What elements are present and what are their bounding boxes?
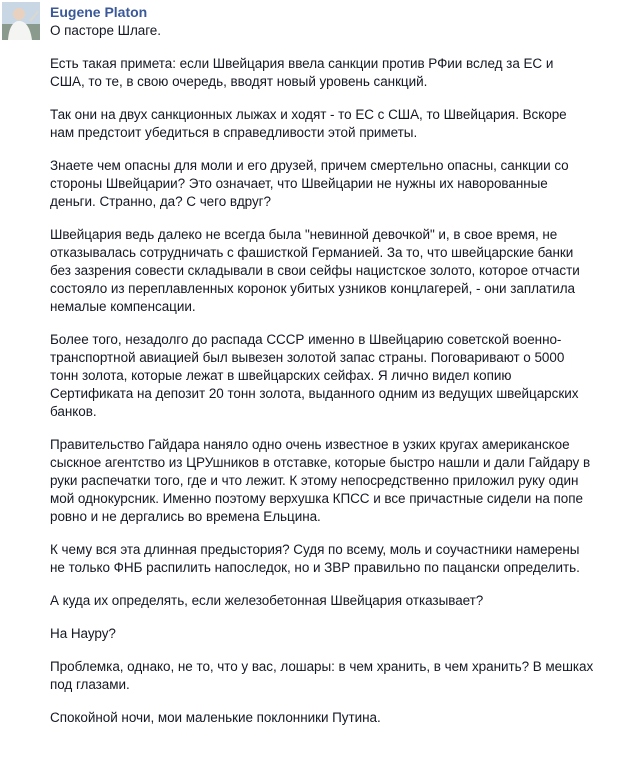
profile-photo-icon [2,2,40,40]
post-paragraph: Спокойной ночи, мои маленькие поклонники Путина. [50,710,381,725]
post-body [50,22,622,742]
post-paragraph: Есть такая примета: если Швейцария ввела санкции против РФии вслед за ЕС и США, то те, в свою очередь, вводят новый уровень санкций. [50,56,554,89]
post-paragraph: Так они на двух санкционных лыжах и ходят - то ЕС с США, то Швейцария. Вскоре нам предстоит убедиться в справедливости этой приметы. [50,107,567,140]
post-paragraph: К чему вся эта длинная предыстория? Судя по всему, моль и соучастники намерены не только ФНБ распилить напоследок, но и ЗВР правильно по пацански определить. [50,542,580,575]
post-paragraph: О пасторе Шлаге. [50,23,161,38]
author-name-link[interactable]: Eugene Platon [50,4,148,20]
post-paragraph: Проблемка, однако, не то, что у вас, лошары: в чем хранить, в чем хранить? В мешках под глазами. [50,659,594,692]
avatar[interactable] [2,2,40,40]
post-paragraph: На Науру? [50,626,116,641]
post-paragraph: Швейцария ведь далеко не всегда была "невинной девочкой" и, в свое время, не отказывалась сотрудничать с фашисткой Германией. За то, что швейцарские банки без зазрения совести складывали в свои сейфы нацистское золото, которое отчасти состояло из переплавленных коронок убитых узников концлагерей, - они заплатила немалые компенсации. [50,227,580,314]
post-paragraph: А куда их определять, если железобетонная Швейцария отказывает? [50,593,484,608]
post-paragraph: Правительство Гайдара наняло одно очень известное в узких кругах американское сыскное агентство из ЦРУшников в отставке, которые быстро нашли и дали Гайдару в руки распечатки того, где и что лежит. К этому непосредственно приложил руку один мой однокурсник. Именно поэтому верхушка КПСС и все причастные сидели на попе ровно и не дергались во времена Ельцина. [50,437,591,524]
post-paragraph: Более того, незадолго до распада СССР именно в Швейцарию советской военно- транспортной авиацией был вывезен золотой запас страны. Поговаривают о 5000 тонн золота, которые лежат в швейцарских сейфах. Я лично видел копию Сертификата на депозит 20 тонн золота, выданного одним из ведущих швейцарских банков. [50,332,579,419]
post-paragraph: Знаете чем опасны для моли и его друзей, причем смертельно опасны, санкции со стороны Швейцарии? Это означает, что Швейцарии не нужны их наворованные деньги. Странно, да? С чего вдруг? [50,158,569,209]
